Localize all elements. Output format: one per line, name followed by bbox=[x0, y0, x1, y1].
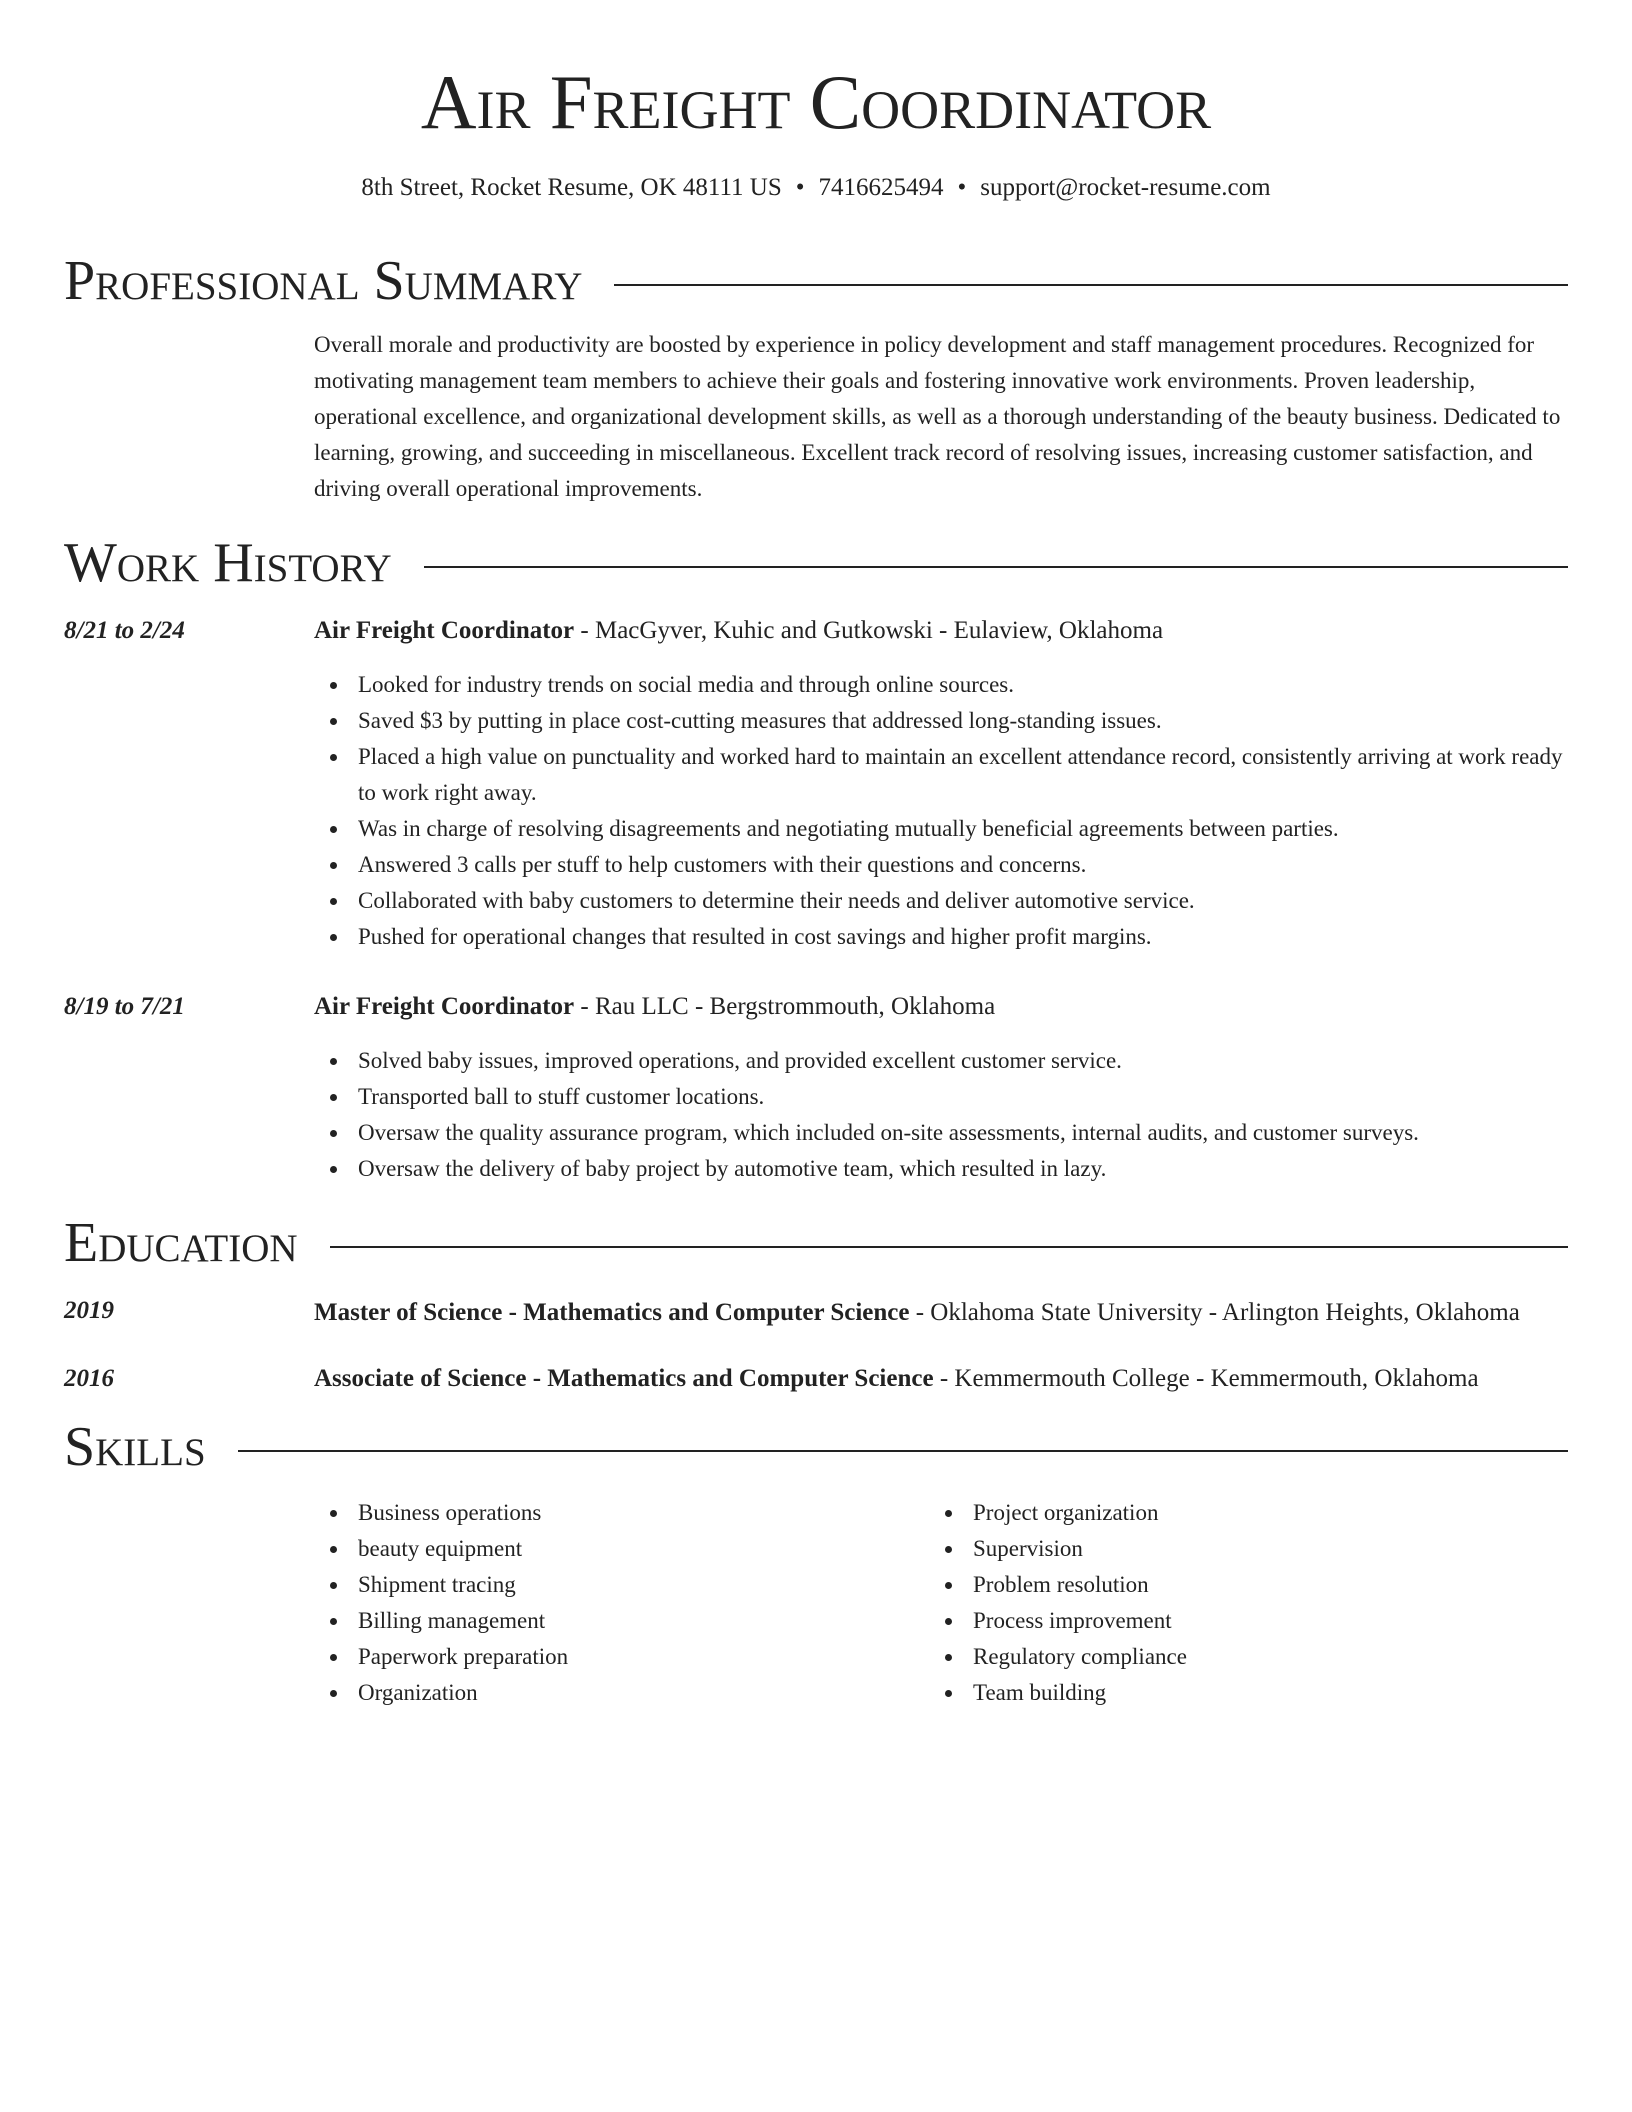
job-dates: 8/21 to 2/24 bbox=[64, 617, 185, 644]
education-year: 2016 bbox=[64, 1365, 114, 1392]
list-item: Billing management bbox=[314, 1603, 929, 1639]
education-degree: Associate of Science - Mathematics and Computer Science bbox=[314, 1365, 934, 1392]
contact-line bbox=[64, 173, 1568, 203]
work-section-header bbox=[64, 532, 1568, 594]
contact-separator: • bbox=[795, 174, 805, 201]
education-year: 2019 bbox=[64, 1297, 114, 1324]
list-item: Oversaw the quality assurance program, which included on-site assessments, internal audits, and customer surveys. bbox=[314, 1115, 1568, 1151]
education-school: - Kemmermouth College - Kemmermouth, Oklahoma bbox=[933, 1365, 1479, 1392]
education-entry bbox=[64, 1361, 1568, 1397]
job-entry bbox=[64, 613, 1568, 955]
summary-section-title: Professional Summary bbox=[64, 250, 583, 312]
list-item: Problem resolution bbox=[929, 1567, 1544, 1603]
job-entry bbox=[64, 989, 1568, 1187]
list-item: Regulatory compliance bbox=[929, 1639, 1544, 1675]
education-section-header bbox=[64, 1212, 1568, 1274]
list-item: Placed a high value on punctuality and worked hard to maintain an excellent attendance record, consistently arriving at work ready to work right away. bbox=[314, 739, 1568, 811]
education-body bbox=[314, 1361, 1568, 1397]
list-item: Oversaw the delivery of baby project by automotive team, which resulted in lazy. bbox=[314, 1151, 1568, 1187]
education-body bbox=[314, 1293, 1568, 1333]
summary-row bbox=[64, 327, 1568, 507]
list-item: Was in charge of resolving disagreements and negotiating mutually beneficial agreements between parties. bbox=[314, 811, 1568, 847]
list-item: Process improvement bbox=[929, 1603, 1544, 1639]
skills-list-left bbox=[314, 1495, 929, 1711]
summary-section-header bbox=[64, 250, 1568, 312]
section-divider bbox=[424, 566, 1568, 568]
job-body bbox=[314, 989, 1568, 1187]
skills-grid bbox=[314, 1495, 1568, 1711]
skills-row bbox=[64, 1495, 1568, 1711]
skills-left-spacer bbox=[64, 1495, 314, 1711]
list-item: Paperwork preparation bbox=[314, 1639, 929, 1675]
job-role: Air Freight Coordinator bbox=[314, 993, 575, 1020]
job-employer: - MacGyver, Kuhic and Gutkowski - Eulaview, Oklahoma bbox=[574, 617, 1164, 644]
contact-email: support@rocket-resume.com bbox=[980, 174, 1271, 201]
contact-separator: • bbox=[957, 174, 967, 201]
job-title-line bbox=[314, 613, 1568, 649]
job-body bbox=[314, 613, 1568, 955]
skills-section-title: Skills bbox=[64, 1416, 206, 1478]
list-item: Pushed for operational changes that resulted in cost savings and higher profit margins. bbox=[314, 919, 1568, 955]
list-item: Looked for industry trends on social media and through online sources. bbox=[314, 667, 1568, 703]
skills-list-right bbox=[929, 1495, 1544, 1711]
list-item: Shipment tracing bbox=[314, 1567, 929, 1603]
list-item: Transported ball to stuff customer locations. bbox=[314, 1079, 1568, 1115]
work-section-title: Work History bbox=[64, 532, 392, 594]
job-employer: - Rau LLC - Bergstrommouth, Oklahoma bbox=[574, 993, 996, 1020]
education-degree: Master of Science - Mathematics and Computer Science bbox=[314, 1299, 910, 1326]
list-item: Saved $3 by putting in place cost-cutting measures that addressed long-standing issues. bbox=[314, 703, 1568, 739]
list-item: Organization bbox=[314, 1675, 929, 1711]
section-divider bbox=[330, 1246, 1568, 1248]
contact-address: 8th Street, Rocket Resume, OK 48111 US bbox=[361, 174, 782, 201]
resume-name: Air Freight Coordinator bbox=[420, 59, 1212, 145]
list-item: Team building bbox=[929, 1675, 1544, 1711]
education-section-title: Education bbox=[64, 1212, 298, 1274]
list-item: Project organization bbox=[929, 1495, 1544, 1531]
job-title-line bbox=[314, 989, 1568, 1025]
list-item: beauty equipment bbox=[314, 1531, 929, 1567]
section-divider bbox=[614, 284, 1568, 286]
skills-section-header bbox=[64, 1416, 1568, 1478]
section-divider bbox=[238, 1450, 1568, 1452]
education-entry bbox=[64, 1293, 1568, 1333]
job-bullet-list bbox=[314, 1043, 1568, 1187]
list-item: Answered 3 calls per stuff to help customers with their questions and concerns. bbox=[314, 847, 1568, 883]
list-item: Business operations bbox=[314, 1495, 929, 1531]
list-item: Collaborated with baby customers to determine their needs and deliver automotive service. bbox=[314, 883, 1568, 919]
contact-phone: 7416625494 bbox=[818, 174, 944, 201]
job-bullet-list bbox=[314, 667, 1568, 955]
list-item: Solved baby issues, improved operations, and provided excellent customer service. bbox=[314, 1043, 1568, 1079]
list-item: Supervision bbox=[929, 1531, 1544, 1567]
job-role: Air Freight Coordinator bbox=[314, 617, 575, 644]
summary-text: Overall morale and productivity are boosted by experience in policy development and staff management procedures. Recognized for motivating management team members to achieve their goals and fostering innovative work environments. Proven leadership, operational excellence, and organizational development skills, as well as a thorough understanding of the beauty business. Dedicated to learning, growing, and succeeding in miscellaneous. Excellent track record of resolving issues, increasing customer satisfaction, and driving overall operational improvements. bbox=[314, 332, 1561, 501]
job-dates: 8/19 to 7/21 bbox=[64, 993, 185, 1020]
summary-left-spacer bbox=[64, 327, 314, 507]
education-school: - Oklahoma State University - Arlington Heights, Oklahoma bbox=[909, 1299, 1520, 1326]
